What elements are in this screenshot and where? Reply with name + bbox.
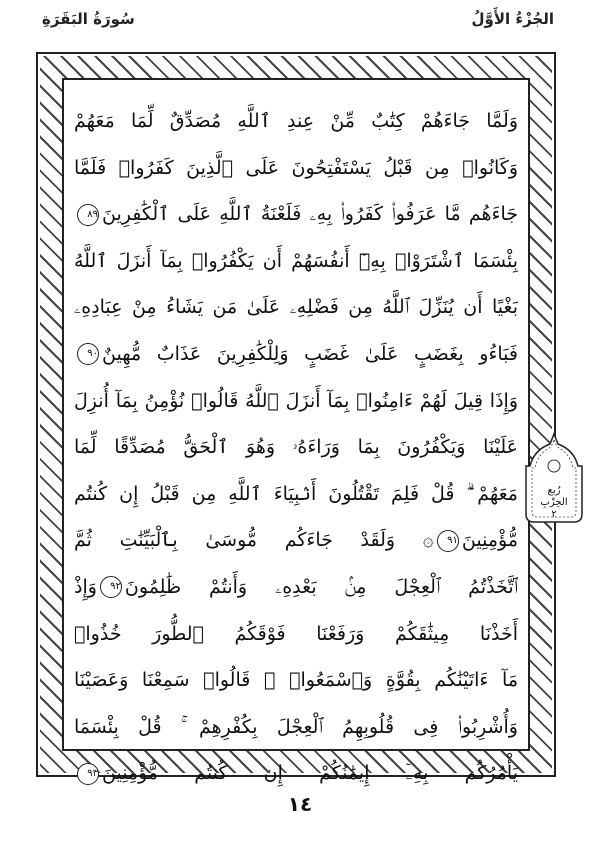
surah-name-header: سُورَةُ البَقَرَةِ: [42, 10, 135, 28]
verse-line: [74, 145, 518, 192]
verse-line: [74, 378, 518, 425]
hizb-marker-line2: الحِزْبِ: [540, 497, 568, 508]
verse-line: [74, 238, 518, 285]
verse-text: مَعَهُمْ ۗ قُلْ فَلِمَ تَقْتُلُونَ أَنۢبِيَاءَ ٱللَّهِ مِن قَبْلُ إِن كُنتُم: [74, 482, 518, 505]
verse-text: بِئْسَمَا ٱشْتَرَوْا۟ بِهِۦٓ أَنفُسَهُمْ أَن يَكْفُرُوا۟ بِمَآ أَنزَلَ ٱللَّهُ: [74, 249, 518, 272]
quran-text-area: [74, 98, 518, 797]
verse-line: [74, 517, 518, 564]
verse-line: [74, 704, 518, 751]
ayah-number-marker: ٩٢: [100, 576, 122, 598]
verse-text: يَأْمُرُكُم بِهِۦٓ إِيمَٰنُكُمْ إِن كُنتُم مُّؤْمِنِينَ: [102, 762, 518, 785]
verse-line: [74, 611, 518, 658]
verse-line: [74, 564, 518, 611]
verse-text: فَبَاءُو بِغَضَبٍ عَلَىٰ غَضَبٍ وَلِلْكَٰفِرِينَ عَذَابٌ مُّهِينٌ: [102, 342, 518, 365]
verse-text: ۞ وَلَقَدْ جَاءَكُم مُّوسَىٰ بِٱلْبَيِّنَٰتِ ثُمَّ: [74, 529, 434, 552]
verse-line: [74, 98, 518, 145]
verse-text: وَلَمَّا جَاءَهُمْ كِتَٰبٌ مِّنْ عِندِ ٱللَّهِ مُصَدِّقٌ لِّمَا مَعَهُمْ: [74, 110, 518, 132]
ayah-number-marker: ٩١: [437, 530, 459, 552]
verse-line: [74, 284, 518, 331]
verse-text: وَكَانُوا۟ مِن قَبْلُ يَسْتَفْتِحُونَ عَلَى ٱلَّذِينَ كَفَرُوا۟ فَلَمَّا: [74, 156, 518, 179]
verse-line: [74, 471, 518, 518]
ayah-number-marker: ٩٣: [77, 763, 99, 785]
page-number: ١٤: [287, 792, 313, 816]
juz-name-header: الجُزْءُ الأَوَّلُ: [471, 10, 554, 28]
verse-line: [74, 424, 518, 471]
verse-text: وَإِذْ: [74, 575, 97, 598]
ayah-number-marker: ٨٩: [77, 204, 99, 226]
verse-text: وَأُشْرِبُوا۟ فِى قُلُوبِهِمُ ٱلْعِجْلَ بِكُفْرِهِمْ ۚ قُلْ بِئْسَمَا: [74, 715, 518, 738]
verse-text: أَخَذْنَا مِيثَٰقَكُمْ وَرَفَعْنَا فَوْقَكُمُ ٱلطُّورَ خُذُوا۟: [74, 622, 518, 645]
verse-line: [74, 750, 518, 797]
hizb-marker-line3: ٢: [551, 509, 557, 520]
verse-text: وَإِذَا قِيلَ لَهُمْ ءَامِنُوا۟ بِمَآ أَنزَلَ ٱللَّهُ قَالُوا۟ نُؤْمِنُ بِمَآ أُنزِلَ: [74, 389, 518, 412]
ayah-number-marker: ٩٠: [77, 343, 99, 365]
verse-text: ٱتَّخَذْتُمُ ٱلْعِجْلَ مِنۢ بَعْدِهِۦ وَأَنتُمْ ظَٰلِمُونَ: [124, 575, 518, 598]
verse-text: مَآ ءَاتَيْنَٰكُم بِقُوَّةٍ وَٱسْمَعُوا۟ ۖ قَالُوا۟ سَمِعْنَا وَعَصَيْنَا: [74, 669, 518, 692]
verse-line: [74, 191, 518, 238]
verse-text: جَاءَهُم مَّا عَرَفُوا۟ كَفَرُوا۟ بِهِۦ فَلَعْنَةُ ٱللَّهِ عَلَى ٱلْكَٰفِرِينَ: [102, 203, 518, 226]
hizb-quarter-marker: [522, 430, 586, 526]
verse-text: بَغْيًا أَن يُنَزِّلَ ٱللَّهُ مِن فَضْلِهِۦ عَلَىٰ مَن يَشَاءُ مِنْ عِبَادِهِۦ: [74, 296, 518, 319]
verse-line: [74, 331, 518, 378]
verse-text: عَلَيْنَا وَيَكْفُرُونَ بِمَا وَرَاءَهُۥ وَهُوَ ٱلْحَقُّ مُصَدِّقًا لِّمَا: [74, 436, 518, 459]
verse-text: مُّؤْمِنِينَ: [461, 529, 518, 552]
hizb-marker-line1: رُبع: [547, 485, 561, 496]
verse-line: [74, 657, 518, 704]
